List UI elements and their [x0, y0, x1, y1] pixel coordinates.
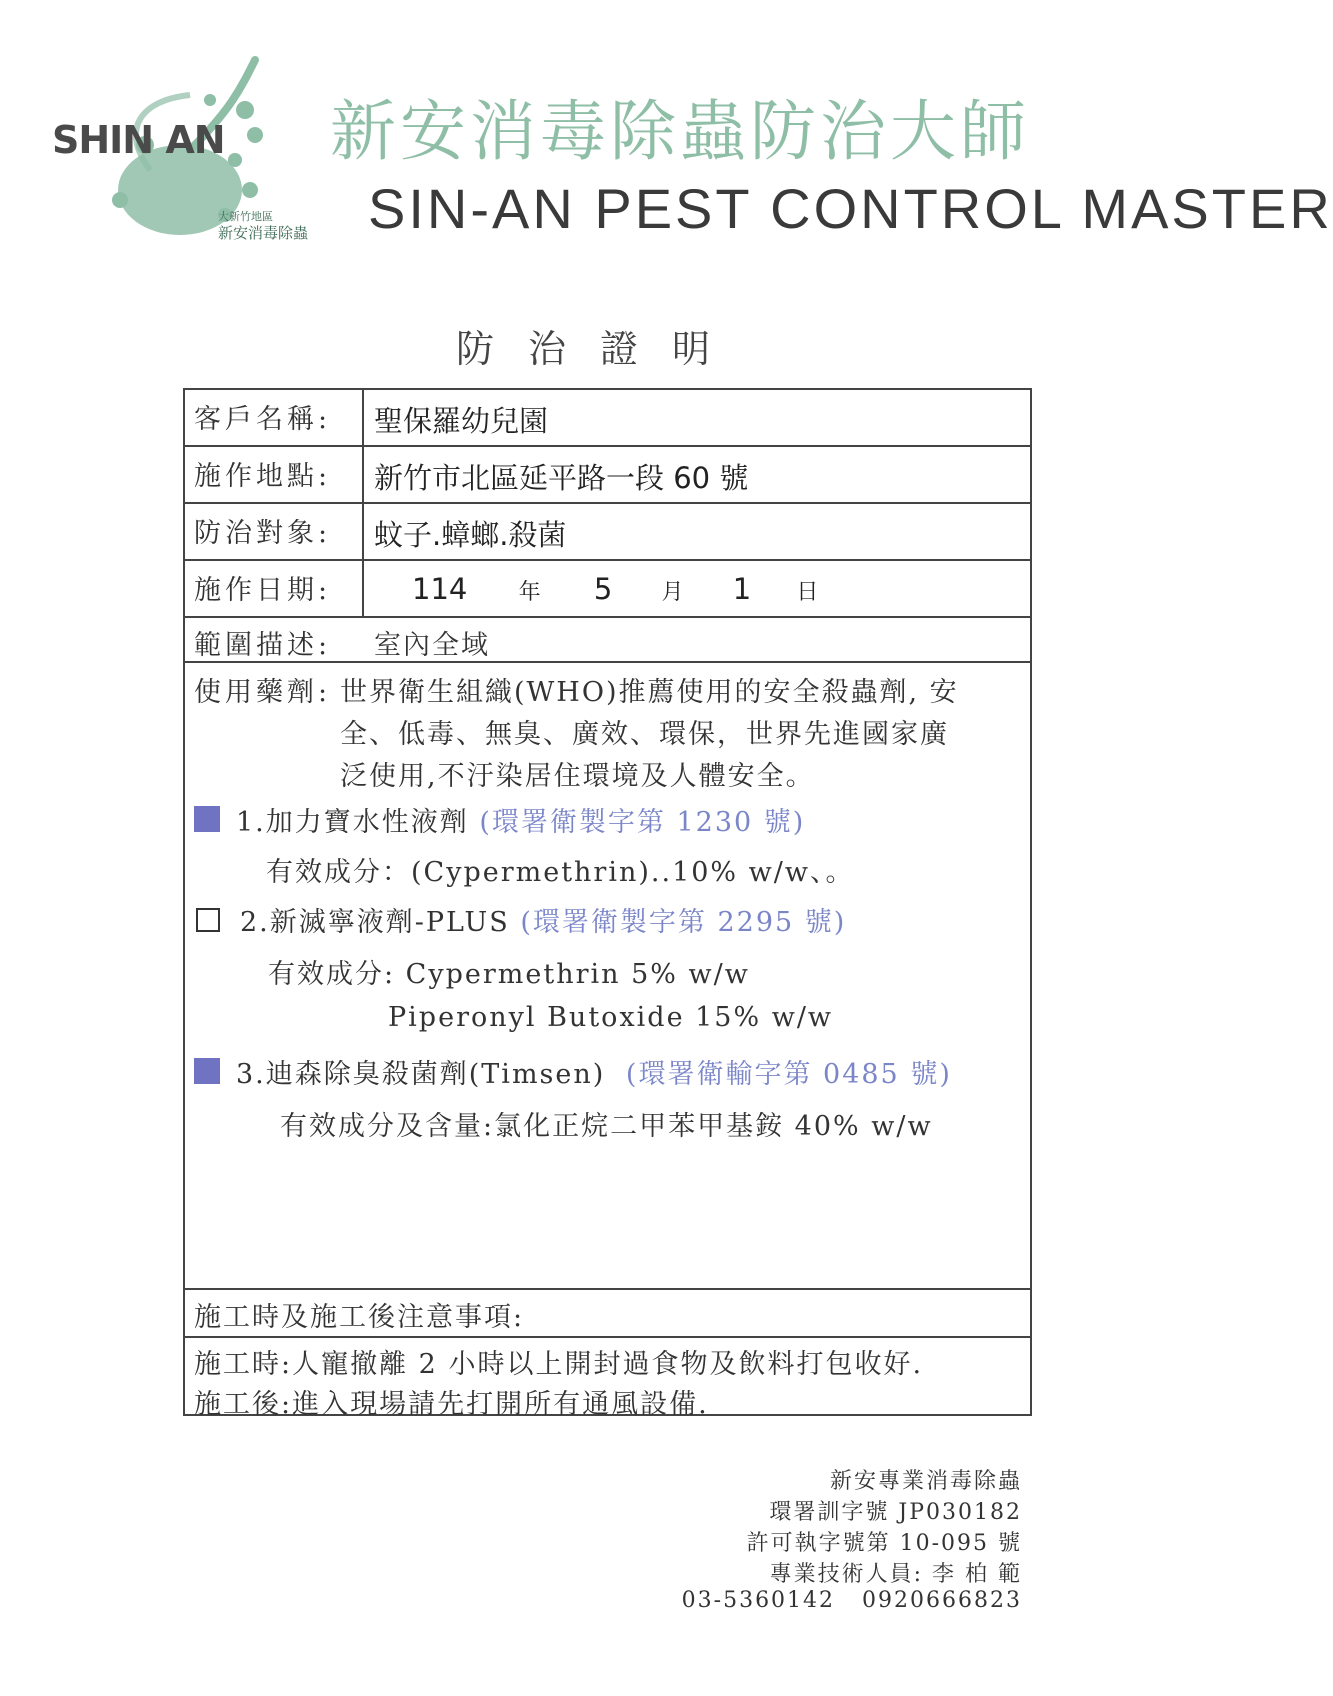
customer-value: 聖保羅幼兒園: [374, 404, 549, 438]
row-divider: [183, 616, 1032, 618]
product-3: [236, 1052, 952, 1091]
footer-training-no: 環署訓字號 JP030182: [769, 1500, 1022, 1525]
product-2-ingredient-2: Piperonyl Butoxide 15% w/w: [388, 1002, 834, 1033]
row-divider: [183, 559, 1032, 561]
chemicals-desc-2: 全、低毒、無臭、廣效、環保，世界先進國家廣: [340, 719, 949, 750]
site-value: 新竹市北區延平路一段 60 號: [374, 461, 749, 495]
product-3-ingredient: 有效成分及含量:氯化正烷二甲苯甲基銨 40% w/w: [280, 1111, 933, 1142]
company-logo: [40, 40, 330, 260]
chemicals-desc-1: 世界衛生組織(WHO)推薦使用的安全殺蟲劑, 安: [340, 677, 959, 708]
date-month: 5: [593, 572, 613, 606]
row-divider: [183, 1336, 1032, 1338]
date-year-unit: 年: [518, 580, 541, 605]
chemicals-desc-3: 泛使用,不汙染居住環境及人體安全。: [340, 761, 815, 792]
target-value: 蚊子.蟑螂.殺菌: [374, 518, 567, 552]
service-date: [412, 572, 818, 606]
column-divider: [362, 388, 364, 616]
product-2-reg: (環署衛製字第 2295 號): [520, 907, 847, 938]
notes-after: 施工後:進入現場請先打開所有通風設備.: [194, 1389, 709, 1420]
date-label: 施作日期:: [194, 575, 332, 606]
notes-heading: 施工時及施工後注意事項:: [194, 1302, 525, 1333]
date-day: 1: [732, 572, 752, 606]
product-3-reg: (環署衛輸字第 0485 號): [625, 1059, 952, 1090]
document-title: 防治證明: [455, 327, 744, 371]
site-label: 施作地點:: [194, 461, 332, 492]
row-divider: [183, 445, 1032, 447]
target-label: 防治對象:: [194, 518, 332, 549]
notes-during: 施工時:人寵撤離 2 小時以上開封過食物及飲料打包收好.: [194, 1349, 924, 1380]
chemicals-label: 使用藥劑:: [194, 677, 332, 708]
company-title-cn: 新安消毒除蟲防治大師: [330, 93, 1030, 170]
footer-license-no: 許可執字號第 10-095 號: [746, 1531, 1022, 1556]
product-1-ingredient: 有效成分：(Cypermethrin)..10% w/w、。: [266, 857, 855, 888]
date-month-unit: 月: [661, 580, 684, 605]
scope-label: 範圍描述:: [194, 630, 332, 661]
row-divider: [183, 1288, 1032, 1290]
logo-subtitle-2: 新安消毒除蟲: [218, 224, 309, 242]
logo-brand: SHIN AN: [52, 118, 225, 162]
product-2-name: 2.新滅寧液劑-PLUS: [240, 907, 510, 938]
product-1-name: 1.加力寶水性液劑: [236, 807, 469, 838]
product-1-checkbox: [194, 806, 220, 832]
product-1: [236, 800, 805, 839]
footer-company: 新安專業消毒除蟲: [829, 1469, 1022, 1494]
company-title-en: SIN-AN PEST CONTROL MASTER: [368, 177, 1333, 240]
product-1-reg: (環署衛製字第 1230 號): [479, 807, 806, 838]
scope-value: 室內全域: [374, 630, 490, 661]
date-year: 114: [412, 572, 468, 606]
product-2-checkbox: [196, 908, 220, 932]
product-2: [240, 900, 846, 939]
product-3-checkbox: [194, 1058, 220, 1084]
footer-phones: 03-5360142 0920666823: [681, 1588, 1022, 1613]
logo-subtitle-1: 大新竹地區: [218, 210, 273, 223]
footer-technician: 專業技術人員: 李 柏 範: [769, 1562, 1022, 1587]
row-divider: [183, 502, 1032, 504]
customer-label: 客戶名稱:: [194, 404, 332, 435]
product-2-ingredient-1: 有效成分: Cypermethrin 5% w/w: [268, 959, 750, 990]
product-3-name: 3.迪森除臭殺菌劑(Timsen): [236, 1059, 606, 1090]
date-day-unit: 日: [796, 580, 819, 605]
